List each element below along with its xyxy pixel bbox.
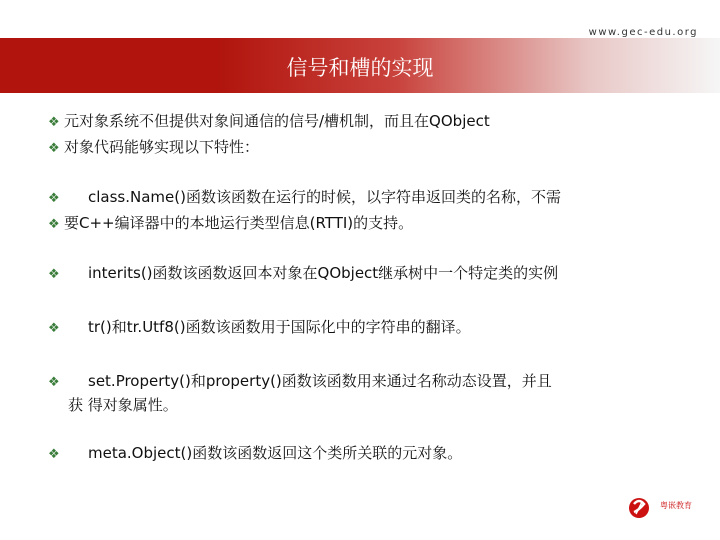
bullet-text: tr()和tr.Utf8()函数该函数用于国际化中的字符串的翻译。 — [88, 318, 471, 336]
bullet-continuation: 获 得对象属性。 — [68, 396, 178, 414]
diamond-bullet-icon: ❖ — [48, 191, 60, 206]
brand-logo-text: 粤嵌教育 — [660, 501, 692, 510]
diamond-bullet-icon: ❖ — [48, 321, 60, 336]
site-url: www.gec-edu.org — [588, 27, 698, 38]
bullet-text: interits()函数该函数返回本对象在QObject继承树中一个特定类的实例 — [88, 264, 559, 282]
bullet-item — [48, 184, 688, 212]
bullet-text: class.Name()函数该函数在运行的时候，以字符串返回类的名称，不需 — [88, 188, 561, 206]
bullet-item — [48, 314, 688, 342]
bullet-item — [48, 440, 688, 468]
bullet-item — [48, 260, 688, 288]
diamond-bullet-icon: ❖ — [48, 141, 60, 156]
bullet-item — [48, 210, 688, 238]
bullet-item — [48, 108, 688, 136]
bullet-text: meta.Object()函数该函数返回这个类所关联的元对象。 — [88, 444, 463, 462]
bullet-text: set.Property()和property()函数该函数用来通过名称动态设置，并且 — [88, 372, 552, 390]
bullet-item — [48, 134, 688, 162]
slide-title: 信号和槽的实现 — [286, 56, 434, 80]
diamond-bullet-icon: ❖ — [48, 447, 60, 462]
diamond-bullet-icon: ❖ — [48, 217, 60, 232]
bullet-text: 要C++编译器中的本地运行类型信息(RTTI)的支持。 — [64, 214, 414, 232]
bullet-text: 对象代码能够实现以下特性： — [64, 138, 260, 156]
diamond-bullet-icon: ❖ — [48, 375, 60, 390]
diamond-bullet-icon: ❖ — [48, 115, 60, 130]
diamond-bullet-icon: ❖ — [48, 267, 60, 282]
bullet-text: 元对象系统不但提供对象间通信的信号/槽机制，而且在QObject — [64, 112, 490, 130]
